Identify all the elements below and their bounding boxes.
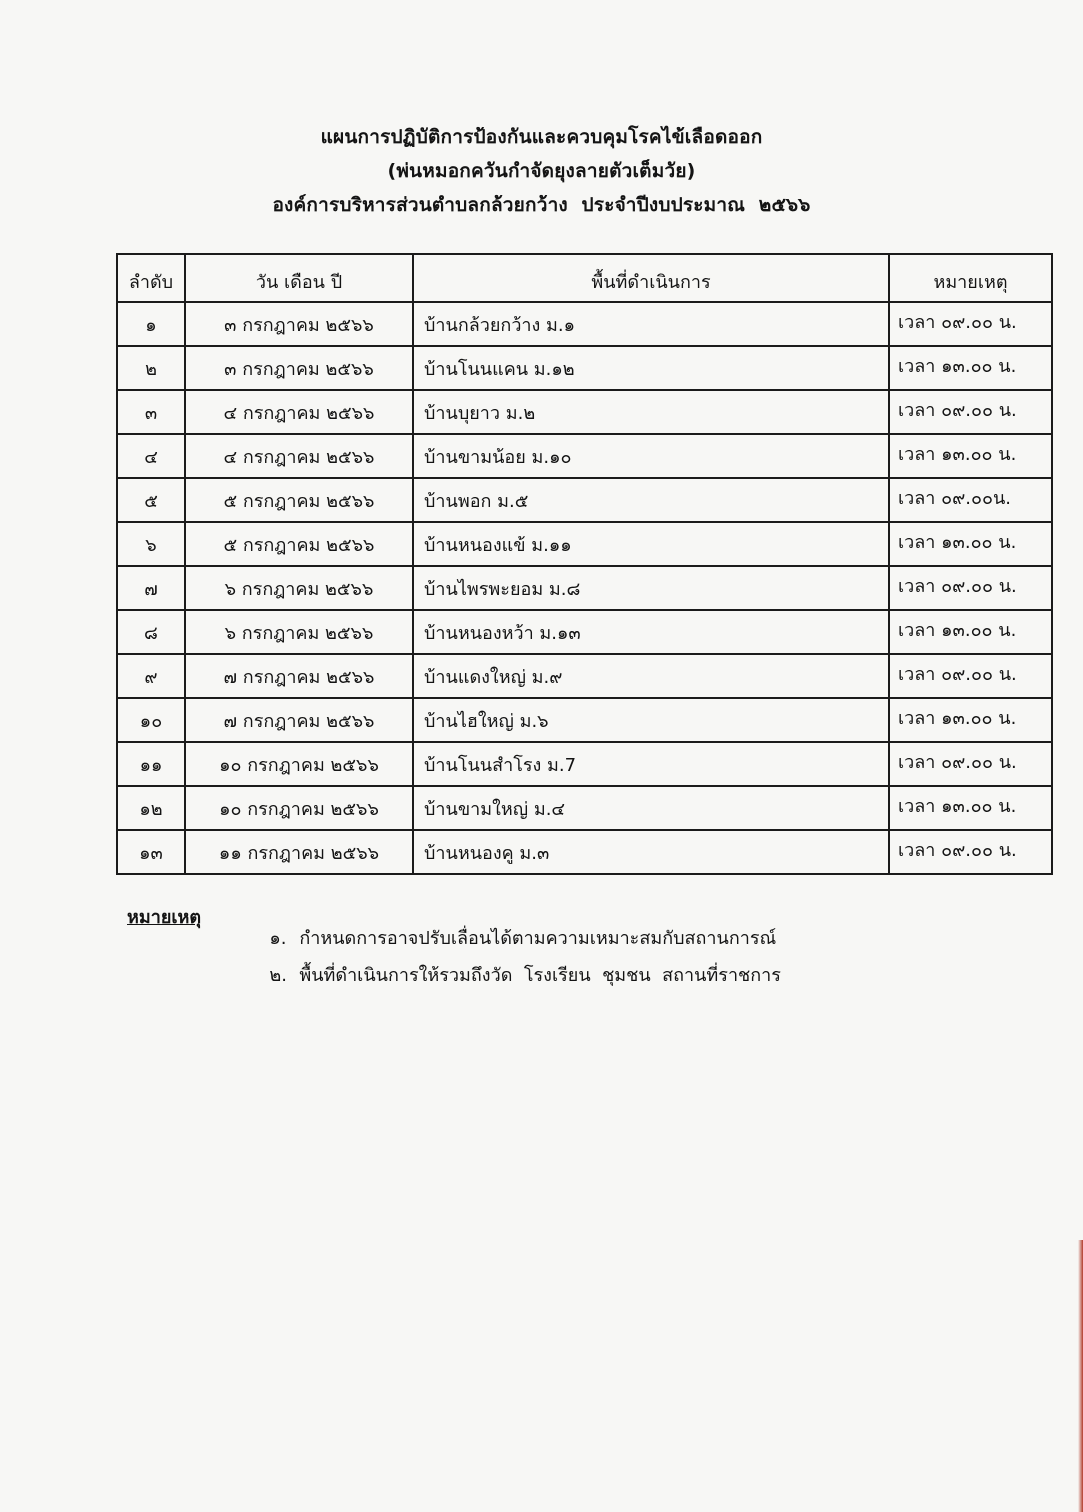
title-line-1: แผนการปฏิบัติการป้องกันและควบคุมโรคไข้เลือดออก xyxy=(320,126,763,148)
row-number: ๘ xyxy=(117,610,185,654)
header-note: หมายเหตุ xyxy=(889,254,1052,302)
row-area: บ้านโนนแคน ม.๑๒ xyxy=(413,346,889,390)
row-area: บ้านไพรพะยอม ม.๘ xyxy=(413,566,889,610)
page-edge-shadow xyxy=(1078,1240,1083,1512)
row-note: เวลา ๐๙.๐๐ น. xyxy=(889,302,1052,346)
row-area: บ้านหนองคู ม.๓ xyxy=(413,830,889,874)
schedule-table xyxy=(116,253,1053,875)
row-number: ๑๒ xyxy=(117,786,185,830)
table-row xyxy=(117,434,1052,478)
row-area: บ้านพอก ม.๕ xyxy=(413,478,889,522)
row-note: เวลา ๑๓.๐๐ น. xyxy=(889,786,1052,830)
row-number: ๗ xyxy=(117,566,185,610)
row-area: บ้านขามน้อย ม.๑๐ xyxy=(413,434,889,478)
table-row xyxy=(117,786,1052,830)
row-note: เวลา ๑๓.๐๐ น. xyxy=(889,698,1052,742)
row-note: เวลา ๑๓.๐๐ น. xyxy=(889,434,1052,478)
table-row xyxy=(117,698,1052,742)
title-line-3: องค์การบริหารส่วนตำบลกล้วยกว้าง ประจำปีงบประมาณ ๒๕๖๖ xyxy=(272,194,811,216)
row-area: บ้านไฮใหญ่ ม.๖ xyxy=(413,698,889,742)
row-area: บ้านโนนสำโรง ม.7 xyxy=(413,742,889,786)
row-date: ๕ กรกฎาคม ๒๕๖๖ xyxy=(185,478,413,522)
row-date: ๓ กรกฎาคม ๒๕๖๖ xyxy=(185,302,413,346)
table-row xyxy=(117,390,1052,434)
note-text: กำหนดการอาจปรับเลื่อนได้ตามความเหมาะสมกับสถานการณ์ xyxy=(299,928,777,949)
note-number: ๒. xyxy=(269,965,287,986)
note-number: ๑. xyxy=(269,928,287,949)
table-row xyxy=(117,830,1052,874)
row-area: บ้านขามใหญ่ ม.๔ xyxy=(413,786,889,830)
row-number: ๓ xyxy=(117,390,185,434)
row-area: บ้านหนองแข้ ม.๑๑ xyxy=(413,522,889,566)
row-number: ๖ xyxy=(117,522,185,566)
row-number: ๑๓ xyxy=(117,830,185,874)
row-number: ๒ xyxy=(117,346,185,390)
row-number: ๕ xyxy=(117,478,185,522)
row-note: เวลา ๑๓.๐๐ น. xyxy=(889,610,1052,654)
header-no: ลำดับ xyxy=(117,254,185,302)
row-date: ๔ กรกฎาคม ๒๕๖๖ xyxy=(185,434,413,478)
row-date: ๑๑ กรกฎาคม ๒๕๖๖ xyxy=(185,830,413,874)
table-row xyxy=(117,346,1052,390)
row-number: ๑ xyxy=(117,302,185,346)
row-area: บ้านหนองหว้า ม.๑๓ xyxy=(413,610,889,654)
table-row xyxy=(117,302,1052,346)
row-note: เวลา ๐๙.๐๐น. xyxy=(889,478,1052,522)
table-row xyxy=(117,654,1052,698)
row-note: เวลา ๑๓.๐๐ น. xyxy=(889,522,1052,566)
note-item-2 xyxy=(235,939,781,1010)
row-note: เวลา ๑๓.๐๐ น. xyxy=(889,346,1052,390)
row-area: บ้านกล้วยกว้าง ม.๑ xyxy=(413,302,889,346)
row-date: ๓ กรกฎาคม ๒๕๖๖ xyxy=(185,346,413,390)
document-title xyxy=(0,120,1083,222)
row-date: ๕ กรกฎาคม ๒๕๖๖ xyxy=(185,522,413,566)
row-number: ๑๐ xyxy=(117,698,185,742)
note-text: พื้นที่ดำเนินการให้รวมถึงวัด โรงเรียน ชุมชน สถานที่ราชการ xyxy=(299,965,781,986)
table-row xyxy=(117,610,1052,654)
row-date: ๑๐ กรกฎาคม ๒๕๖๖ xyxy=(185,786,413,830)
row-note: เวลา ๐๙.๐๐ น. xyxy=(889,654,1052,698)
row-note: เวลา ๐๙.๐๐ น. xyxy=(889,390,1052,434)
table-row xyxy=(117,522,1052,566)
table-header-row xyxy=(117,254,1052,302)
title-line-2: (พ่นหมอกควันกำจัดยุงลายตัวเต็มวัย) xyxy=(387,160,696,182)
table-body xyxy=(117,302,1052,874)
row-date: ๑๐ กรกฎาคม ๒๕๖๖ xyxy=(185,742,413,786)
row-area: บ้านแดงใหญ่ ม.๙ xyxy=(413,654,889,698)
row-area: บ้านบุยาว ม.๒ xyxy=(413,390,889,434)
row-date: ๖ กรกฎาคม ๒๕๖๖ xyxy=(185,610,413,654)
row-note: เวลา ๐๙.๐๐ น. xyxy=(889,830,1052,874)
row-date: ๗ กรกฎาคม ๒๕๖๖ xyxy=(185,654,413,698)
row-date: ๖ กรกฎาคม ๒๕๖๖ xyxy=(185,566,413,610)
row-number: ๑๑ xyxy=(117,742,185,786)
header-date: วัน เดือน ปี xyxy=(185,254,413,302)
row-date: ๗ กรกฎาคม ๒๕๖๖ xyxy=(185,698,413,742)
row-number: ๙ xyxy=(117,654,185,698)
row-note: เวลา ๐๙.๐๐ น. xyxy=(889,742,1052,786)
table-row xyxy=(117,742,1052,786)
notes-heading: หมายเหตุ xyxy=(127,907,202,928)
row-number: ๔ xyxy=(117,434,185,478)
row-note: เวลา ๐๙.๐๐ น. xyxy=(889,566,1052,610)
header-area: พื้นที่ดำเนินการ xyxy=(413,254,889,302)
row-date: ๔ กรกฎาคม ๒๕๖๖ xyxy=(185,390,413,434)
table-row xyxy=(117,478,1052,522)
table-row xyxy=(117,566,1052,610)
